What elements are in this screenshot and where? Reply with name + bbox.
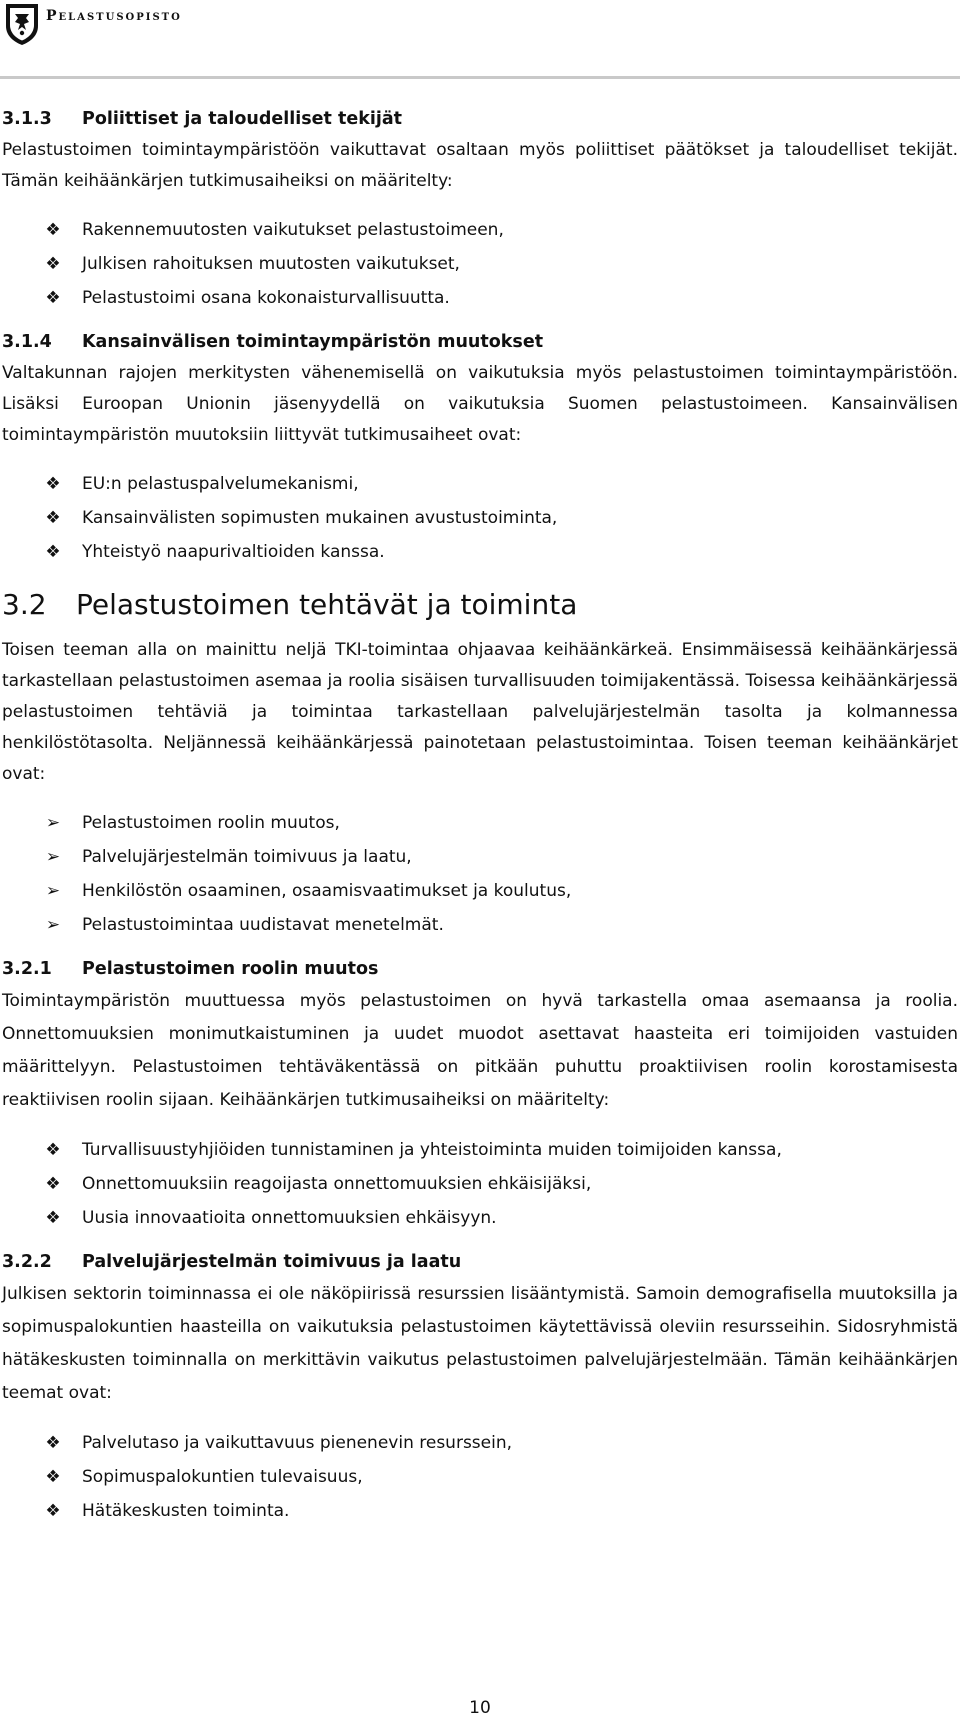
section-title: Pelastustoimen tehtävät ja toiminta xyxy=(76,588,578,621)
arrow-bullet-icon: ➢ xyxy=(45,915,61,935)
page-number: 10 xyxy=(469,1698,491,1718)
diamond-bullet-icon: ❖ xyxy=(45,1467,61,1487)
section-heading-32 xyxy=(2,585,958,625)
section-title: Poliittiset ja taloudelliset tekijät xyxy=(82,109,403,129)
header-rule xyxy=(0,76,960,79)
list-item: ❖ Palvelutaso ja vaikuttavuus pienenevin resurssein, xyxy=(2,1426,958,1460)
section-number: 3.1.4 xyxy=(2,332,52,352)
section-heading-313 xyxy=(2,108,958,130)
diamond-bullet-icon: ❖ xyxy=(45,254,61,274)
paragraph: Julkisen sektorin toiminnassa ei ole näköpiirissä resurssien lisääntymistä. Samoin demografisella muutoksilla ja sopimuspalokuntien haasteilla on vaikutuksia pelastustoimen käytettävissä oleviin resursseihin. Sidosryhmistä hätäkeskusten toiminnalla on merkittävin vaikutus pelastustoimen palvelujärjestelmään. Tämän keihäänkärjen teemat ovat: xyxy=(2,1284,958,1403)
paragraph: Pelastustoimen toimintaympäristöön vaikuttavat osaltaan myös poliittiset päätökset ja taloudelliset tekijät. Tämän keihäänkärjen tutkimusaiheiksi on määritelty: xyxy=(2,140,958,191)
section-number: 3.2.2 xyxy=(2,1252,52,1272)
diamond-bullet-icon: ❖ xyxy=(45,220,61,240)
bullet-list xyxy=(2,467,958,569)
diamond-bullet-icon: ❖ xyxy=(45,1208,61,1228)
section-heading-314 xyxy=(2,331,958,353)
paragraph: Toisen teeman alla on mainittu neljä TKI-toimintaa ohjaavaa keihäänkärkeä. Ensimmäisessä keihäänkärjessä tarkastellaan pelastustoimen asemaa ja roolia sisäisen turvallisuuden toimijakentässä. Toisessa keihäänkärjessä pelastustoimen tehtäviä ja toimintaa tarkastellaan palvelujärjestelmän tasolta ja kolmannessa henkilöstötasolta. Neljännessä keihäänkärjessä painotetaan pelastustoimintaa. Toisen teeman keihäänkärjet ovat: xyxy=(2,640,959,784)
diamond-bullet-icon: ❖ xyxy=(45,1174,61,1194)
list-item: ❖ Uusia innovaatioita onnettomuuksien ehkäisyyn. xyxy=(2,1201,958,1235)
list-item: ➢ Pelastustoimintaa uudistavat menetelmät. xyxy=(2,908,958,942)
diamond-bullet-icon: ❖ xyxy=(45,288,61,308)
brand-name: Pelastusopisto xyxy=(46,8,182,24)
section-number: 3.2.1 xyxy=(2,959,52,979)
bullet-list xyxy=(2,1133,958,1235)
bullet-list xyxy=(2,213,958,315)
section-number: 3.1.3 xyxy=(2,109,52,129)
bullet-list xyxy=(2,1426,958,1528)
list-item: ❖ Turvallisuustyhjiöiden tunnistaminen ja yhteistoiminta muiden toimijoiden kanssa, xyxy=(2,1133,958,1167)
section-title: Kansainvälisen toimintaympäristön muutokset xyxy=(82,332,544,352)
section-heading-322 xyxy=(2,1251,958,1273)
list-item: ❖ Rakennemuutosten vaikutukset pelastustoimeen, xyxy=(2,213,958,247)
list-item: ❖ Pelastustoimi osana kokonaisturvallisuutta. xyxy=(2,281,958,315)
list-item: ➢ Henkilöstön osaaminen, osaamisvaatimukset ja koulutus, xyxy=(2,874,958,908)
paragraph: Toimintaympäristön muuttuessa myös pelastustoimen on hyvä tarkastella omaa asemaansa ja roolia. Onnettomuuksien monimutkaistuminen ja uudet muodot asettavat haasteita eri toimijoiden vastuiden määrittelyyn. Pelastustoimen tehtäväkentässä on pitkään puhuttu proaktiivisen roolin korostamisesta reaktiivisen roolin sijaan. Keihäänkärjen tutkimusaiheiksi on määritelty: xyxy=(2,991,958,1110)
list-item: ❖ Julkisen rahoituksen muutosten vaikutukset, xyxy=(2,247,958,281)
list-item: ❖ Kansainvälisten sopimusten mukainen avustustoiminta, xyxy=(2,501,958,535)
diamond-bullet-icon: ❖ xyxy=(45,1433,61,1453)
section-title: Palvelujärjestelmän toimivuus ja laatu xyxy=(82,1252,462,1272)
diamond-bullet-icon: ❖ xyxy=(45,542,61,562)
list-item: ❖ Yhteistyö naapurivaltioiden kanssa. xyxy=(2,535,958,569)
section-number: 3.2 xyxy=(2,588,47,621)
paragraph: Valtakunnan rajojen merkitysten vähenemisellä on vaikutuksia myös pelastustoimen toimintaympäristöön. Lisäksi Euroopan Unionin jäsenyydellä on vaikutuksia Suomen pelastustoimeen. Kansainvälisen toimintaympäristön muutoksiin liittyvät tutkimusaiheet ovat: xyxy=(2,363,958,445)
list-item: ❖ EU:n pelastuspalvelumekanismi, xyxy=(2,467,958,501)
arrow-bullet-icon: ➢ xyxy=(45,881,61,901)
diamond-bullet-icon: ❖ xyxy=(45,1140,61,1160)
list-item: ➢ Pelastustoimen roolin muutos, xyxy=(2,806,958,840)
list-item: ❖ Sopimuspalokuntien tulevaisuus, xyxy=(2,1460,958,1494)
list-item: ➢ Palvelujärjestelmän toimivuus ja laatu, xyxy=(2,840,958,874)
diamond-bullet-icon: ❖ xyxy=(45,508,61,528)
bullet-list xyxy=(2,806,958,942)
diamond-bullet-icon: ❖ xyxy=(45,474,61,494)
arrow-bullet-icon: ➢ xyxy=(45,847,61,867)
coat-of-arms-logo xyxy=(4,2,40,46)
diamond-bullet-icon: ❖ xyxy=(45,1501,61,1521)
document-body xyxy=(2,108,958,1544)
arrow-bullet-icon: ➢ xyxy=(45,813,61,833)
page-header xyxy=(0,0,960,80)
section-heading-321 xyxy=(2,958,958,980)
list-item: ❖ Onnettomuuksiin reagoijasta onnettomuuksien ehkäisijäksi, xyxy=(2,1167,958,1201)
list-item: ❖ Hätäkeskusten toiminta. xyxy=(2,1494,958,1528)
section-title: Pelastustoimen roolin muutos xyxy=(82,959,379,979)
